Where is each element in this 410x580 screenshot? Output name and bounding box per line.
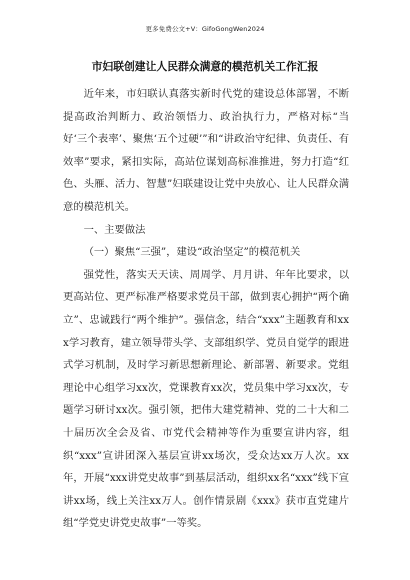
- subsection-heading: （一）聚焦“三强”，建设“政治坚定”的模范机关: [83, 246, 301, 259]
- body-paragraph: 强党性，落实天天读、周周学、月月讲、年年比要求，以更高站位、更严标准严格要求党员干部，做到衷心拥护“两个确立”、忠诚践行“两个维护”。强信念，结合“xxx”主题教育和xxx学习教育，建立领导带头学、支部组织学、党员自觉学的跟进式学习机制，及时学习新思想新理论、新部署、新要求。党组理论中心组学习xx次，党课教育xx次，党员集中学习xx次，专题学习研讨xx次。强引领，把伟大建党精神、党的二十大和二十届历次全会及省、市党代会精神等作为重要宣讲内容，组织“xxx”宣讲团深入基层宣讲xx场次，受众达xx万人次。xx年，开展“xxx讲党史故事”到基层活动，组织xx名“xxx”线下宣讲xx场，线上关注xx万人。创作情景剧《xxx》获市直党建片组“学党史讲党史故事”一等奖。: [63, 268, 349, 530]
- intro-paragraph: 近年来，市妇联认真落实新时代党的建设总体部署，不断提高政治判断力、政治领悟力、政治执行力，严格对标“当好‘三个表率’、聚焦‘五个过硬’”和“讲政治守纪律、负责任、有效率”要求，紧扣实际，高站位谋划高标准推进，努力打造“红色、头雁、活力、智慧”妇联建设让党中央放心、让人民群众满意的模范机关。: [63, 88, 349, 213]
- document-title: 市妇联创建让人民群众满意的模范机关工作汇报: [91, 60, 319, 73]
- section-heading: 一、主要做法: [83, 223, 146, 236]
- document-body: [63, 83, 349, 535]
- header-note: 更多免费公文+V：GifoGongWen2024: [145, 25, 265, 33]
